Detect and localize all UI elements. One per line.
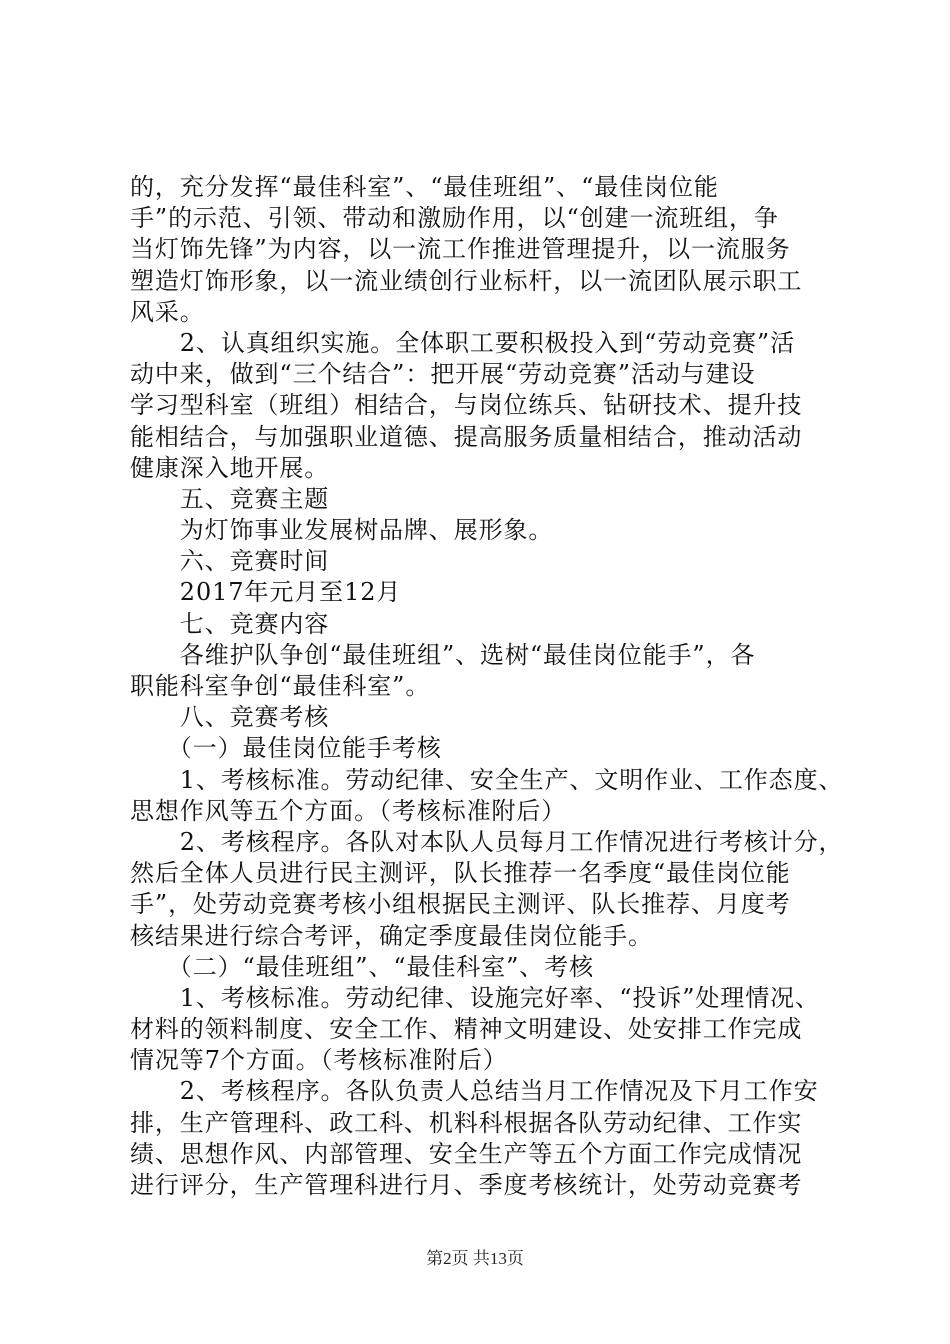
text-line: 手”，处劳动竞赛考核小组根据民主测评、队长推荐、月度考 [130, 890, 791, 919]
text-line: 思想作风等五个方面。（考核标准附后） [130, 796, 567, 825]
text-line: 然后全体人员进行民主测评，队长推荐一名季度“最佳岗位能 [130, 859, 791, 888]
text-line: 手”的示范、引领、带动和激励作用，以“创建一流班组，争 [130, 204, 779, 233]
text-line: 核结果进行综合考评，确定季度最佳岗位能手。 [130, 921, 653, 950]
text-line: 为灯饰事业发展树品牌、展形象。 [130, 516, 554, 545]
text-line: 职能科室争创“最佳科室”。 [130, 672, 431, 700]
text-line: 材料的领料制度、安全工作、精神文明建设、处安排工作完成 [130, 1015, 803, 1044]
text-line: 五、竞赛主题 [130, 484, 330, 513]
text-line: 排，生产管理科、政工科、机料科根据各队劳动纪律、工作实 [130, 1108, 803, 1137]
text-line: 塑造灯饰形象，以一流业绩创行业标杆，以一流团队展示职工 [130, 266, 803, 295]
text-line: （一）最佳岗位能手考核 [130, 734, 442, 763]
text-line: 六、竞赛时间 [130, 547, 330, 576]
text-line: 情况等7个方面。（考核标准附后） [130, 1046, 508, 1075]
text-line: 当灯饰先锋”为内容，以一流工作推进管理提升，以一流服务 [130, 235, 791, 264]
text-line: 动中来，做到“三个结合”：把开展“劳动竞赛”活动与建设 [130, 360, 756, 389]
text-line: 八、竞赛考核 [130, 703, 330, 732]
text-line: 2017年元月至12月 [130, 578, 402, 607]
text-line: 2、考核程序。各队负责人总结当月工作情况及下月工作安 [130, 1077, 819, 1106]
text-line: （二）“最佳班组”、“最佳科室”、考核 [130, 952, 594, 981]
text-line: 的，充分发挥“最佳科室”、“最佳班组”、“最佳岗位能 [130, 173, 719, 201]
text-line: 1、考核标准。劳动纪律、设施完好率、“投诉”处理情况、 [130, 983, 820, 1012]
text-line: 1、考核标准。劳动纪律、安全生产、文明作业、工作态度、 [130, 765, 844, 794]
text-line: 健康深入地开展。 [130, 453, 330, 482]
text-line: 进行评分，生产管理科进行月、季度考核统计，处劳动竞赛考 [130, 1171, 803, 1199]
text-line: 2、认真组织实施。全体职工要积极投入到“劳动竞赛”活 [130, 328, 796, 357]
text-line: 风采。 [130, 297, 205, 326]
text-line: 能相结合，与加强职业道德、提高服务质量相结合，推动活动 [130, 422, 803, 451]
text-line: 2、考核程序。各队对本队人员每月工作情况进行考核计分， [130, 827, 844, 856]
page-footer: 第2页 共13页 [426, 1249, 524, 1268]
text-line: 学习型科室（班组）相结合，与岗位练兵、钻研技术、提升技 [130, 391, 803, 420]
text-line: 各维护队争创“最佳班组”、选树“最佳岗位能手”，各 [130, 640, 756, 669]
text-line: 七、竞赛内容 [130, 609, 330, 638]
document-body [130, 172, 844, 1201]
text-line: 绩、思想作风、内部管理、安全生产等五个方面工作完成情况 [130, 1139, 803, 1168]
